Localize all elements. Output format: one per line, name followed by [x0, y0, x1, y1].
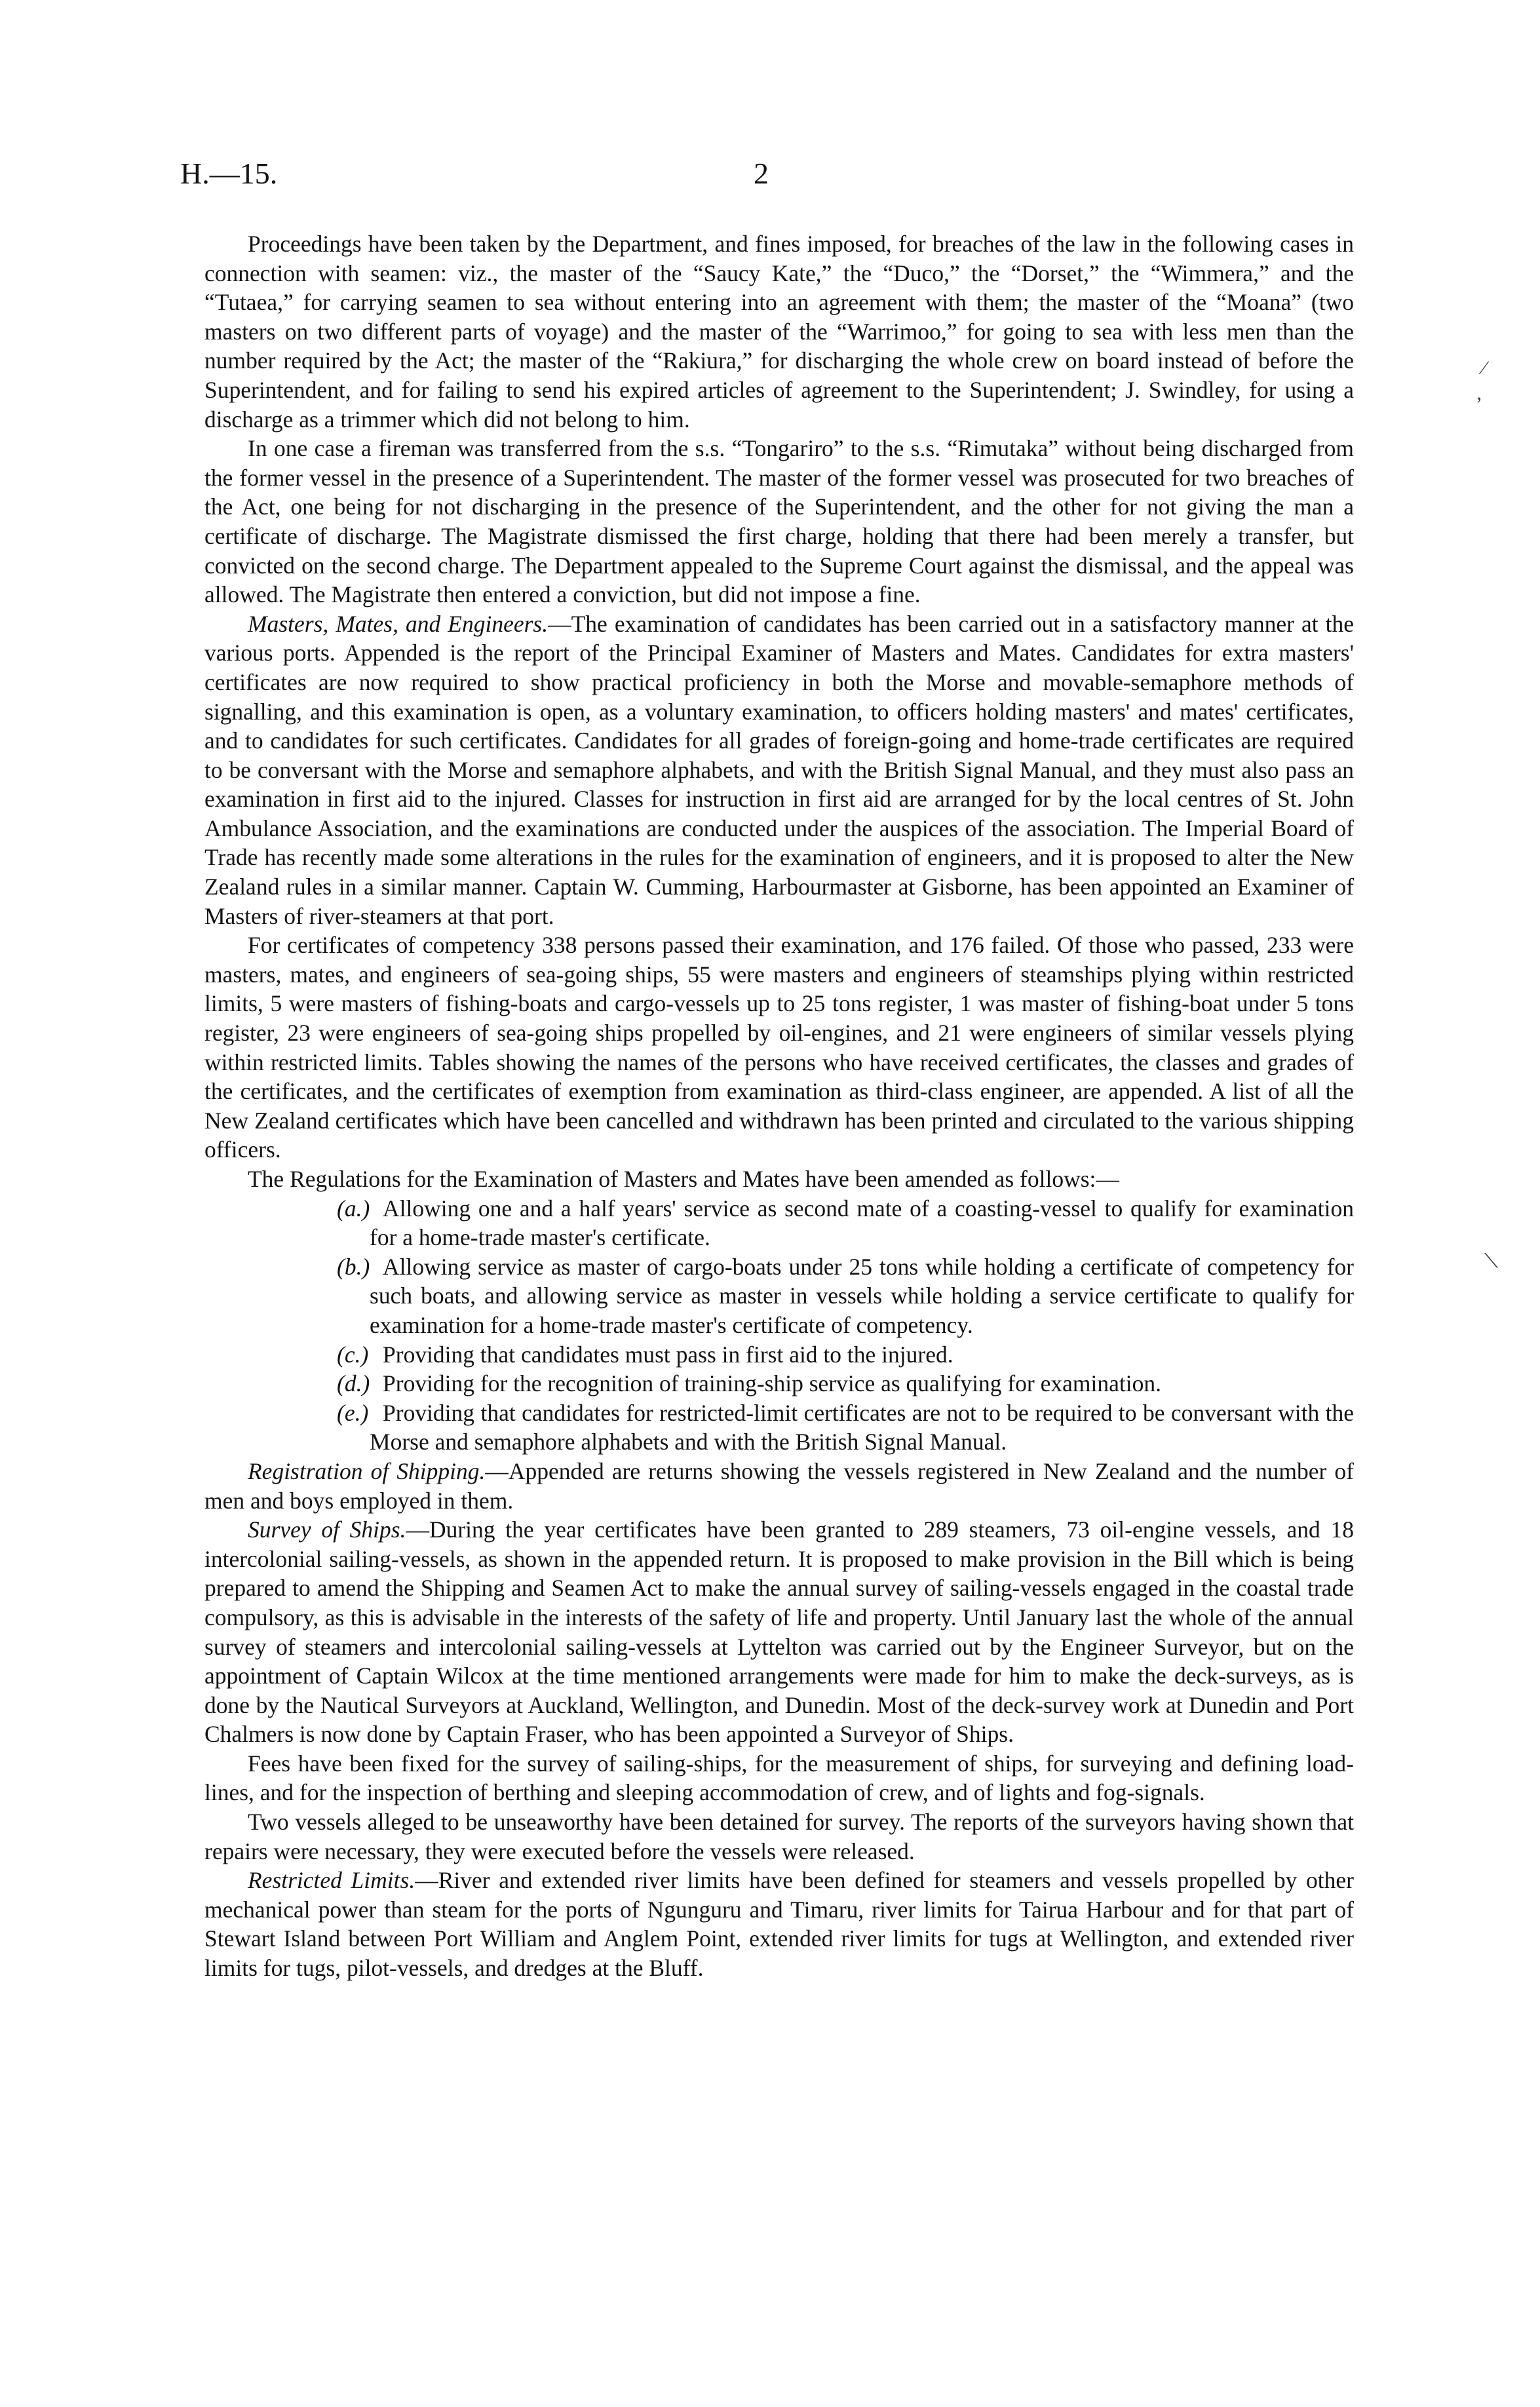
item-label: (e.)	[337, 1399, 369, 1426]
paragraph-prosecutions: Proceedings have been taken by the Department, and fines imposed, for breaches of the law in the following cases in connection with seamen: viz., the master of the “Saucy Kate,” the “Duco,” the “Dorset,” the “Wimmera,” and the “Tutaea,” for carrying seamen to sea without entering into an agreement with them; the master of the “Moana” (two masters on two different parts of voyage) and the master of the “Warrimoo,” for going to sea with less men than the number required by the Act; the master of the “Rakiura,” for discharging the whole crew on board instead of before the Superintendent, and for failing to send his expired articles of agreement to the Superintendent; J. Swindley, for using a discharge as a trimmer which did not belong to him.	[204, 231, 1354, 433]
report-reference: H.—15.	[180, 157, 278, 190]
paragraph-restricted-limits	[204, 1866, 1354, 1982]
list-item	[204, 1369, 1354, 1398]
section-heading: Restricted Limits.	[248, 1867, 415, 1894]
section-heading: Survey of Ships.	[248, 1516, 406, 1543]
paragraph-text: —The examination of candidates has been carried out in a satisfactory manner at the various ports. Appended is the report of the Principal Examiner of Masters and Mates. Candidates for extra masters' certificates are now required to show practical proficiency in both the Morse and movable-semaphore methods of signalling, and this examination is open, as a voluntary examination, to officers holding masters' and mates' certificates, and to candidates for such certificates. Candidates for all grades of foreign-going and home-trade certificates are required to be conversant with the Morse and semaphore alphabets, and with the British Signal Manual, and they must also pass an examination in first aid to the injured. Classes for instruction in first aid are arranged for by the local centres of St. John Ambulance Association, and the examinations are conducted under the auspices of the association. The Imperial Board of Trade has recently made some alterations in the rules for the examination of engineers, and it is proposed to alter the New Zealand rules in a similar manner. Captain W. Cumming, Harbourmaster at Gisborne, has been appointed an Examiner of Masters of river-steamers at that port.	[204, 610, 1355, 929]
margin-mark: ⟍	[1484, 1250, 1498, 1272]
item-label: (b.)	[337, 1253, 370, 1280]
item-text: Allowing one and a half years' service as second mate of a coasting-vessel to qualify for examination for a home-trade master's certificate.	[370, 1195, 1354, 1251]
item-text: Providing that candidates for restricted-limit certificates are not to be required to be conversant with the Morse and semaphore alphabets and with the British Signal Manual.	[370, 1399, 1354, 1455]
paragraph-unseaworthy-vessels: Two vessels alleged to be unseaworthy have been detained for survey. The reports of the surveyors having shown that repairs were necessary, they were executed before the vessels were released.	[204, 1809, 1354, 1864]
paragraph-registration-of-shipping	[204, 1457, 1354, 1515]
amendments-list	[204, 1194, 1354, 1457]
item-label: (a.)	[337, 1195, 370, 1222]
paragraph-fireman-case: In one case a fireman was transferred from the s.s. “Tongariro” to the s.s. “Rimutaka” without being discharged from the former vessel in the presence of a Superintendent. The master of the former vessel was prosecuted for two breaches of the Act, one being for not discharging in the presence of the Superintendent, and the other for not giving the man a certificate of discharge. The Magistrate dismissed the first charge, holding that there had been merely a transfer, but convicted on the second charge. The Department appealed to the Supreme Court against the dismissal, and the appeal was allowed. The Magistrate then entered a conviction, but did not impose a fine.	[204, 435, 1354, 608]
paragraph-text: —During the year certificates have been granted to 289 steamers, 73 oil-engine vessels, and 18 intercolonial sailing-vessels, as shown in the appended return. It is proposed to make provision in the Bill which is being prepared to amend the Shipping and Seamen Act to make the annual survey of sailing-vessels engaged in the coastal trade compulsory, as this is advisable in the interests of the safety of life and property. Until January last the whole of the annual survey of steamers and intercolonial sailing-vessels at Lyttelton was carried out by the Engineer Surveyor, but on the appointment of Captain Wilcox at the time mentioned arrangements were made for him to make the deck-surveys, as is done by the Nautical Surveyors at Auckland, Wellington, and Dunedin. Most of the deck-survey work at Dunedin and Port Chalmers is now done by Captain Fraser, who has been appointed a Surveyor of Ships.	[204, 1516, 1354, 1748]
item-label: (d.)	[337, 1370, 370, 1397]
page-number: 2	[754, 157, 769, 190]
item-text: Providing that candidates must pass in first aid to the injured.	[383, 1341, 953, 1368]
item-label: (c.)	[337, 1341, 369, 1368]
list-item	[204, 1340, 1354, 1370]
report-body	[204, 229, 1354, 1983]
paragraph-survey-of-ships	[204, 1515, 1354, 1749]
list-item	[204, 1252, 1354, 1340]
paragraph-text: —Appended are returns showing the vessels registered in New Zealand and the number of men and boys employed in them.	[204, 1457, 1354, 1514]
paragraph-regulations-intro: The Regulations for the Examination of Masters and Mates have been amended as follows:—	[248, 1166, 1119, 1192]
item-text: Allowing service as master of cargo-boats under 25 tons while holding a certificate of competency for such boats, and allowing service as master in vessels while holding a service certificate to qualify for examination for a home-trade master's certificate of competency.	[370, 1253, 1354, 1338]
section-heading: Masters, Mates, and Engineers.	[248, 610, 549, 637]
margin-mark: ’	[1476, 393, 1482, 415]
paragraph-masters-mates-engineers	[204, 609, 1354, 931]
margin-mark: ⁄	[1482, 357, 1486, 379]
item-text: Providing for the recognition of training-ship service as qualifying for examination.	[383, 1370, 1161, 1397]
paragraph-certificates-statistics: For certificates of competency 338 persons passed their examination, and 176 failed. Of those who passed, 233 were masters, mates, and engineers of sea-going ships, 55 were masters and engineers of steamships plying within restricted limits, 5 were masters of fishing-boats and cargo-vessels up to 25 tons register, 1 was master of fishing-boat under 5 tons register, 23 were engineers of sea-going ships propelled by oil-engines, and 21 were engineers of similar vessels plying within restricted limits. Tables showing the names of the persons who have received certificates, the classes and grades of the certificates, and the certificates of exemption from examination as third-class engineer, are appended. A list of all the New Zealand certificates which have been cancelled and withdrawn has been printed and circulated to the various shipping officers.	[204, 932, 1354, 1163]
paragraph-text: —River and extended river limits have been defined for steamers and vessels propelled by other mechanical power than steam for the ports of Ngunguru and Timaru, river limits for Tairua Harbour and for that part of Stewart Island between Port William and Anglem Point, extended river limits for tugs at Wellington, and extended river limits for tugs, pilot-vessels, and dredges at the Bluff.	[204, 1867, 1354, 1982]
list-item	[204, 1194, 1354, 1252]
list-item	[204, 1398, 1354, 1457]
section-heading: Registration of Shipping.	[248, 1457, 486, 1484]
paragraph-fees: Fees have been fixed for the survey of sailing-ships, for the measurement of ships, for surveying and defining load-lines, and for the inspection of berthing and sleeping accommodation of crew, and of lights and fog-signals.	[204, 1750, 1354, 1806]
